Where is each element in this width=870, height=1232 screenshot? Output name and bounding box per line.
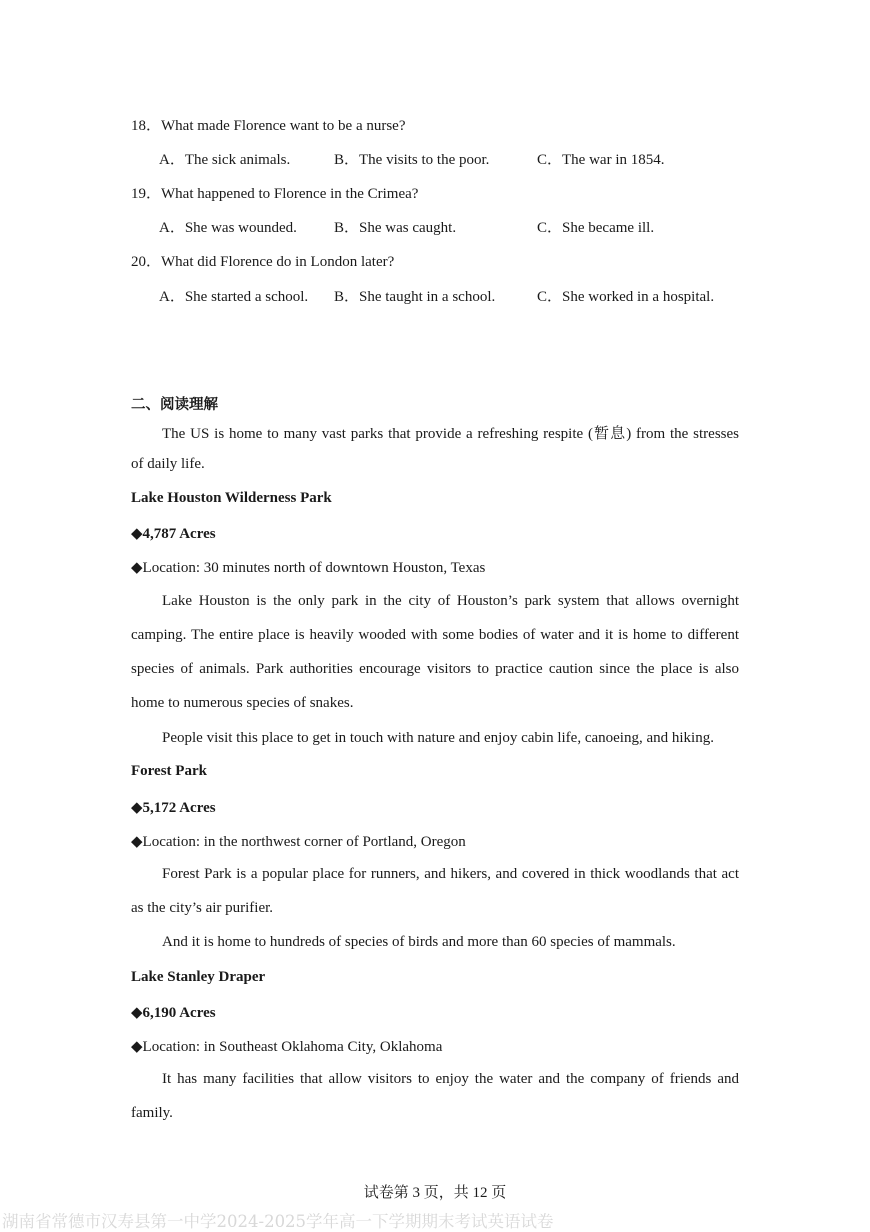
paragraph-line: Lake Houston is the only park in the city of Houston’s park system that allows overnight	[162, 593, 739, 609]
option-letter: A．	[159, 289, 185, 305]
option-text: She was caught.	[359, 220, 457, 236]
paragraph-line: family.	[131, 1105, 173, 1121]
park-acres: ◆5,172 Acres	[131, 800, 216, 816]
option-text: The sick animals.	[184, 152, 291, 168]
intro-line: The US is home to many vast parks that provide a refreshing respite (暂息) from the stresses	[162, 426, 739, 442]
option-letter: C．	[537, 220, 563, 236]
question-number: 18．	[131, 118, 162, 134]
option-c	[537, 216, 654, 237]
option-letter: C．	[537, 289, 563, 305]
option-text: The war in 1854.	[562, 152, 665, 168]
paragraph-line: People visit this place to get in touch with nature and enjoy cabin life, canoeing, and hiking.	[162, 730, 714, 746]
park-name: Lake Houston Wilderness Park	[131, 490, 332, 506]
park-name: Lake Stanley Draper	[131, 969, 266, 985]
question-text: What did Florence do in London later?	[161, 254, 395, 270]
page-footer: 试卷第 3 页，共 12 页	[363, 1185, 507, 1201]
park-location: ◆Location: 30 minutes north of downtown Houston, Texas	[131, 560, 486, 576]
question-18	[131, 114, 406, 135]
paragraph-line: home to numerous species of snakes.	[131, 695, 354, 711]
paragraph-line: It has many facilities that allow visitors to enjoy the water and the company of friends and	[162, 1071, 739, 1087]
option-text: She taught in a school.	[359, 289, 496, 305]
option-b	[334, 216, 456, 237]
option-text: She worked in a hospital.	[562, 289, 715, 305]
question-19	[131, 182, 418, 203]
paragraph-line: as the city’s air purifier.	[131, 900, 274, 916]
option-a	[159, 285, 308, 306]
paragraph-line: species of animals. Park authorities encourage visitors to practice caution since the place is also	[131, 661, 739, 677]
option-c	[537, 148, 665, 169]
park-acres: ◆4,787 Acres	[131, 526, 216, 542]
option-a	[159, 216, 297, 237]
paragraph-line: camping. The entire place is heavily wooded with some bodies of water and it is home to different	[131, 627, 739, 643]
question-text: What happened to Florence in the Crimea?	[161, 186, 419, 202]
paragraph-line: Forest Park is a popular place for runners, and hikers, and covered in thick woodlands that act	[162, 866, 739, 882]
option-letter: A．	[159, 152, 185, 168]
option-c	[537, 285, 714, 306]
question-text: What made Florence want to be a nurse?	[161, 118, 406, 134]
paragraph-line: And it is home to hundreds of species of birds and more than 60 species of mammals.	[162, 934, 676, 950]
question-number: 19．	[131, 186, 162, 202]
intro-line: of daily life.	[131, 456, 205, 472]
question-number: 20．	[131, 254, 162, 270]
option-text: She was wounded.	[184, 220, 297, 236]
watermark: 湖南省常德市汉寿县第一中学2024-2025学年高一下学期期末考试英语试卷	[2, 1212, 554, 1231]
option-a	[159, 148, 290, 169]
option-letter: B．	[334, 289, 360, 305]
park-location: ◆Location: in Southeast Oklahoma City, Oklahoma	[131, 1039, 443, 1055]
question-20	[131, 250, 394, 271]
option-letter: B．	[334, 220, 360, 236]
option-text: She started a school.	[184, 289, 309, 305]
option-letter: B．	[334, 152, 360, 168]
section-title: 二、阅读理解	[131, 397, 218, 413]
park-acres: ◆6,190 Acres	[131, 1005, 216, 1021]
option-text: She became ill.	[562, 220, 655, 236]
option-letter: C．	[537, 152, 563, 168]
option-letter: A．	[159, 220, 185, 236]
park-name: Forest Park	[131, 763, 207, 779]
park-location: ◆Location: in the northwest corner of Portland, Oregon	[131, 834, 466, 850]
option-b	[334, 285, 495, 306]
option-text: The visits to the poor.	[359, 152, 490, 168]
option-b	[334, 148, 489, 169]
